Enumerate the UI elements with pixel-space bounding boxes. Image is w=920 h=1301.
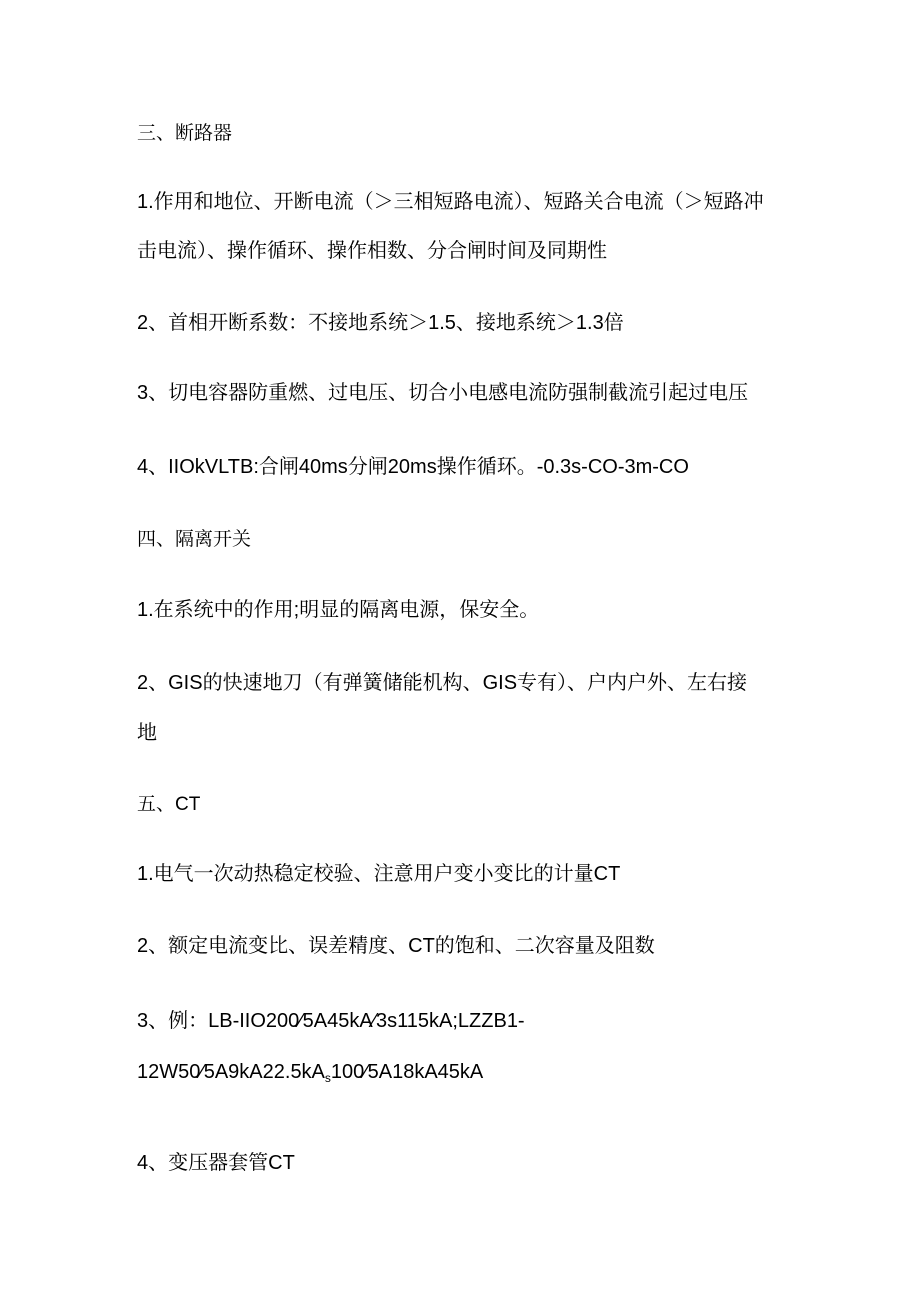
ct-item-2: 2、额定电流变比、误差精度、CT的饱和、二次容量及阻数: [137, 935, 655, 957]
disconnector-item-2-line-2: 地: [137, 722, 157, 744]
ct-item-3-line-1: 3、例：LB-IIO200⁄5A45kA⁄3s115kA;LZZB1-: [137, 1010, 525, 1032]
ct-item-1: 1.电气一次动热稳定校验、注意用户变小变比的计量CT: [137, 863, 621, 885]
ct-item-3-line-2-subscript: s: [324, 1071, 331, 1085]
section-heading-disconnector: 四、隔离开关: [137, 529, 252, 550]
ct-item-3-line-2-part-a: 12W50⁄5A9kA22.5kA: [137, 1061, 325, 1083]
section-heading-breaker: 三、断路器: [137, 123, 233, 144]
section-heading-ct: 五、CT: [137, 794, 201, 815]
breaker-item-1-line-1: 1.作用和地位、开断电流（＞三相短路电流）、短路关合电流（＞短路冲: [137, 191, 764, 213]
ct-item-3-line-2-part-b: 100⁄5A18kA45kA: [330, 1061, 484, 1083]
breaker-item-3: 3、切电容器防重燃、过电压、切合小电感电流防强制截流引起过电压: [137, 382, 749, 404]
disconnector-item-1: 1.在系统中的作用;明显的隔离电源，保安全。: [137, 599, 540, 621]
breaker-item-4: 4、IIOkVLTB:合闸40ms分闸20ms操作循环。-0.3s-CO-3m-CO: [137, 456, 689, 478]
ct-item-4: 4、变压器套管CT: [137, 1152, 295, 1174]
disconnector-item-2-line-1: 2、GIS的快速地刀（有弹簧储能机构、GIS专有）、户内户外、左右接: [137, 672, 748, 694]
breaker-item-2: 2、首相开断系数：不接地系统＞1.5、接地系统＞1.3倍: [137, 312, 624, 334]
breaker-item-1-line-2: 击电流）、操作循环、操作相数、分合闸时间及同期性: [137, 240, 607, 262]
ct-item-3-line-2: [137, 1062, 483, 1084]
